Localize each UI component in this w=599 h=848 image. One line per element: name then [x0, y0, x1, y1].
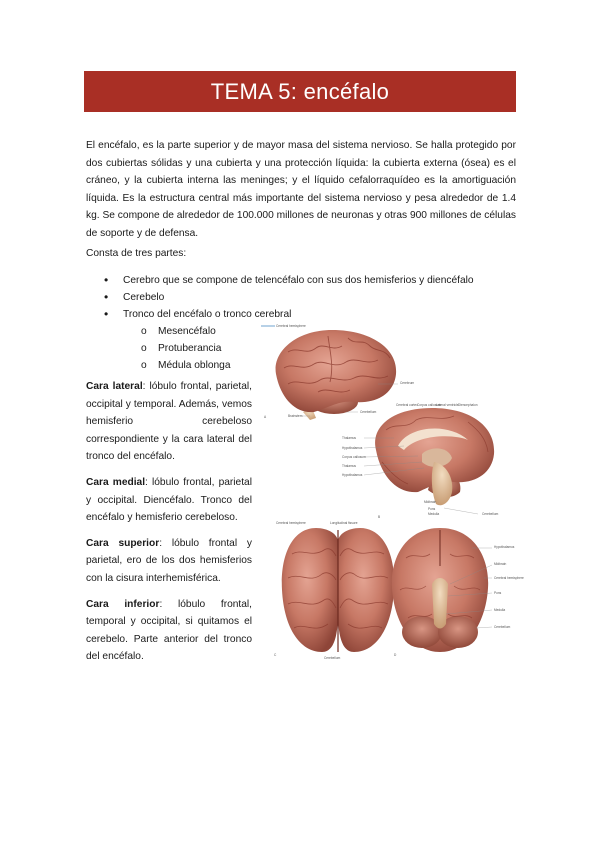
figure-label: Corpus callosum: [342, 455, 366, 459]
figure-label: Lateral ventricle: [436, 403, 459, 407]
figure-label: Cerebrum: [400, 381, 415, 385]
figure-label: Cerebellum: [360, 410, 377, 414]
figure-label: Corpus callosum: [417, 403, 441, 407]
panel-letter: C: [274, 653, 277, 657]
figure-label: Cerebral hemisphere: [276, 521, 306, 525]
panel-lateral-view: [261, 324, 415, 420]
intro-paragraph: El encéfalo, es la parte superior y de mayor masa del sistema nervioso. Se halla protegido por dos cubiertas sólidas y una cubierta y una protección líquida: la cubierta externa (ósea) es el cráneo, y la cubierta interna las meninges; y el líquido cefalorraquídeo es la amortiguación líquida. Es la estructura central más importante del sistema nervioso y pesa alrededor de 1.4 kg. Se compone de alrededor de 100.000 millones de neuronas y otras 900 millones de células de soporte y de defensa.: [86, 140, 516, 239]
figure-label: Cerebellum: [482, 512, 499, 516]
figure-label: Cerebellum: [494, 625, 511, 629]
panel-letter: D: [394, 653, 397, 657]
face-text: : lóbulo frontal, temporal y occipital, si quitamos el cerebelo. Parte anterior del tronco del encéfalo.: [86, 598, 253, 663]
figure-label: Hypothalamus: [494, 545, 515, 549]
list-item: o Protuberancia: [141, 340, 231, 357]
figure-label: Cerebellum: [324, 656, 341, 660]
face-label: Cara superior: [86, 537, 160, 549]
figure-label: Longitudinal fissure: [330, 521, 358, 525]
figure-label: Cerebral cortex: [396, 403, 418, 407]
figure-label: Pons: [494, 591, 502, 595]
face-label: Cara lateral: [86, 381, 143, 392]
parts-list: [104, 272, 474, 323]
panel-superior-view: [276, 521, 394, 660]
list-item: • Tronco del encéfalo o tronco cerebral: [104, 306, 474, 323]
panel-letter: B: [378, 515, 381, 519]
left-hemisphere-shape: [282, 528, 338, 652]
brainstem-subparts-list: [141, 323, 231, 374]
panel-inferior-view: [392, 528, 524, 652]
figure-label: Brainstem: [288, 414, 303, 418]
panel-medial-view: [342, 403, 499, 516]
list-item: o Mesencéfalo: [141, 323, 231, 340]
figure-label: Hypothalamus: [342, 473, 363, 477]
list-item: • Cerebelo: [104, 289, 474, 306]
face-label: Cara inferior: [86, 598, 160, 610]
right-hemisphere-shape: [338, 528, 394, 652]
face-label: Cara medial: [86, 476, 146, 488]
title-banner: [84, 71, 516, 112]
parts-intro: Consta de tres partes:: [86, 248, 187, 259]
brain-faces-section: [86, 378, 252, 674]
figure-label: Diencephalon: [458, 403, 478, 407]
face-text: : lóbulo frontal, parietal, occipital y temporal. Además, vemos hemisferio cerebeloso correspondiente y la cara lateral del tronco del encéfalo.: [86, 381, 253, 463]
brainstem-shape: [432, 578, 448, 629]
figure-label: Cerebral hemisphere: [276, 324, 306, 328]
face-lateral: [86, 378, 252, 466]
brain-figure: [258, 322, 524, 660]
face-inferior: [86, 596, 252, 666]
face-text: : lóbulo frontal, parietal y occipital. Diencéfalo. Tronco del encéfalo y hemisferio cerebeloso.: [86, 476, 252, 524]
list-item: o Médula oblonga: [141, 357, 231, 374]
list-item: • Cerebro que se compone de telencéfalo con sus dos hemisferios y diencéfalo: [104, 272, 474, 289]
figure-label: Midbrain: [424, 500, 437, 504]
cerebrum-shape: [276, 330, 397, 412]
figure-label: Cerebral hemisphere: [494, 576, 524, 580]
panel-letter: A: [264, 415, 267, 419]
face-medial: [86, 474, 252, 527]
figure-label: Thalamus: [342, 436, 356, 440]
figure-label: Pons: [428, 507, 436, 511]
brain-illustration: [258, 322, 524, 660]
page-title: TEMA 5: encéfalo: [210, 78, 390, 104]
figure-label: Medulla: [428, 512, 440, 516]
figure-label: Midbrain: [494, 562, 507, 566]
figure-label: Medulla: [494, 608, 506, 612]
face-text: : lóbulo frontal y parietal, ero de los dos hemisferios con la cisura interhemisférica.: [86, 537, 252, 584]
figure-label: Hypothalamus: [342, 446, 363, 450]
face-superior: [86, 535, 252, 588]
figure-label: Thalamus: [342, 464, 356, 468]
